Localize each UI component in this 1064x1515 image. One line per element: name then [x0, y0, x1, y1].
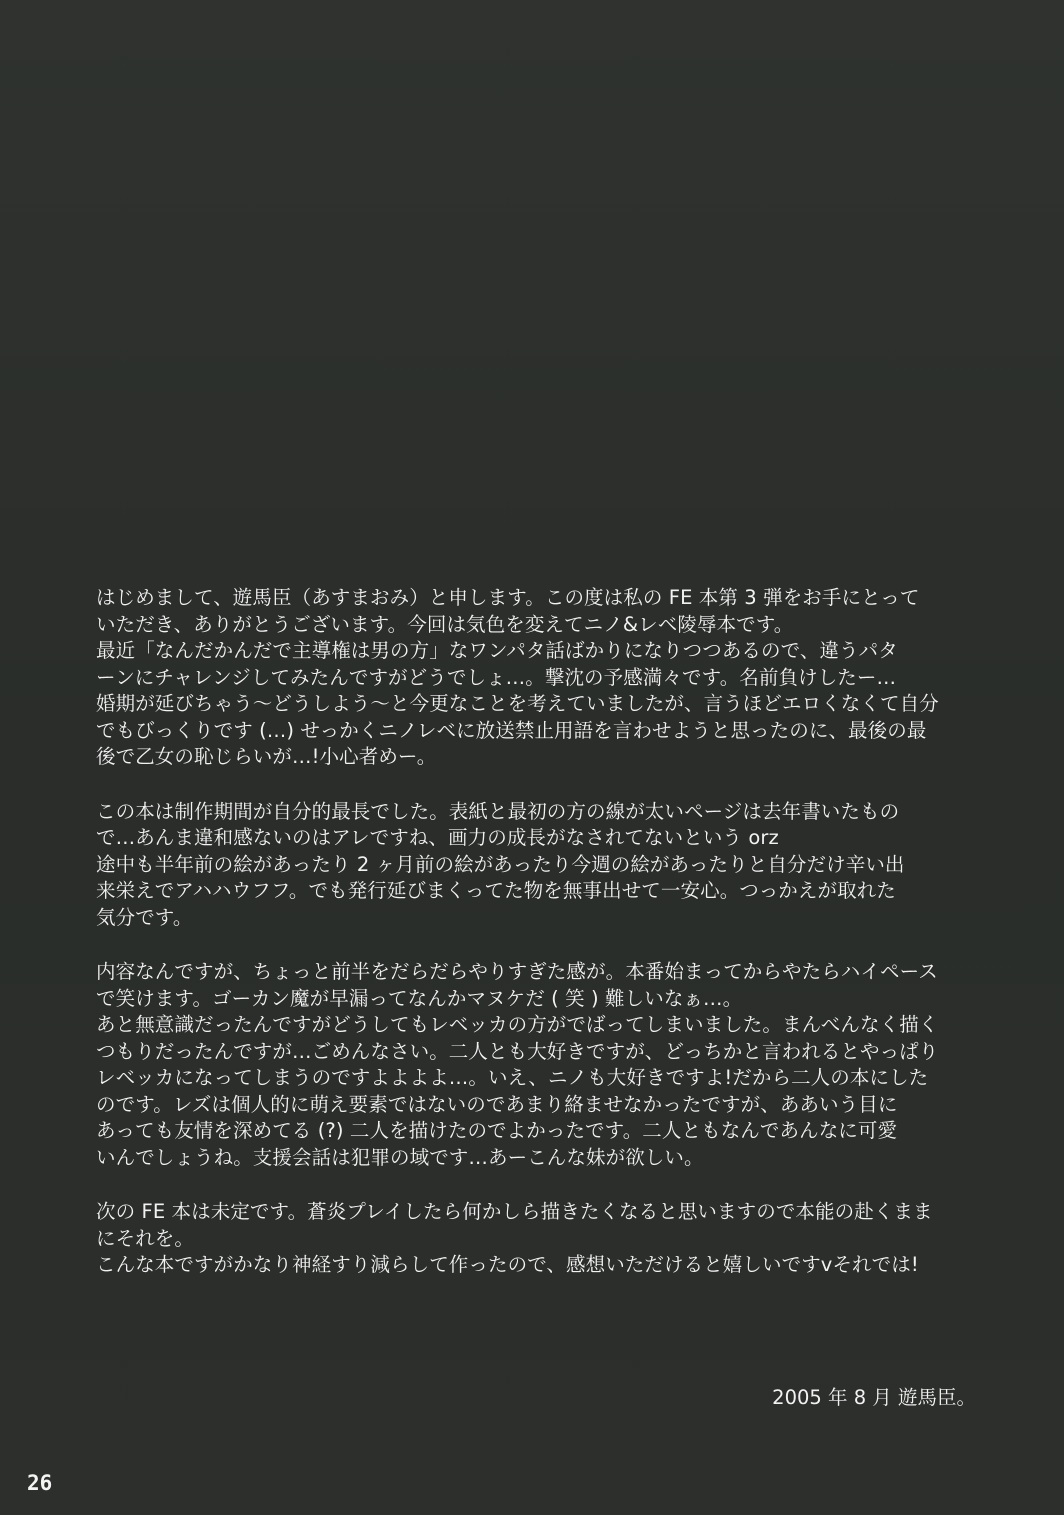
text-line: こんな本ですがかなり神経すり減らして作ったので、感想いただけると嬉しいですvそれでは!	[96, 1253, 919, 1276]
paragraph-production	[96, 799, 986, 932]
paragraph-intro	[96, 585, 986, 771]
text-line: で…あんま違和感ないのはアレですね、画力の成長がなされてないという orz	[96, 826, 779, 849]
text-line: で笑けます。ゴーカン魔が早漏ってなんかマヌケだ ( 笑 ) 難しいなぁ…。	[96, 986, 743, 1010]
text-line: あっても友情を深めてる (?) 二人を描けたのでよかったです。二人ともなんであんなに可愛	[96, 1119, 898, 1142]
text-line: 後で乙女の恥じらいが…!小心者めー。	[96, 745, 437, 768]
text-line: 最近「なんだかんだで主導権は男の方」なワンパタ話ばかりになりつつあるので、違うパタ	[96, 639, 898, 662]
text-line: 途中も半年前の絵があったり 2 ヶ月前の絵があったり今週の絵があったりと自分だけ辛い出	[96, 852, 905, 876]
text-line: のです。レズは個人的に萌え要素ではないのであまり絡ませなかったですが、ああいう目に	[96, 1092, 898, 1116]
date-signature: 2005 年 8 月 遊馬臣。	[772, 1386, 976, 1409]
text-line: いただき、ありがとうございます。今回は気色を変えてニノ&レベ陵辱本です。	[96, 612, 794, 636]
paragraph-content	[96, 959, 986, 1171]
text-line: 来栄えでアハハウフフ。でも発行延びまくってた物を無事出せて一安心。つっかえが取れた	[96, 879, 896, 902]
text-line: 婚期が延びちゃう～どうしよう～と今更なことを考えていましたが、言うほどエロくなくて自分	[96, 692, 939, 715]
text-line: にそれを。	[96, 1226, 195, 1250]
text-line: でもびっくりです (…) せっかくニノレベに放送禁止用語を言わせようと思ったのに、最後の最	[96, 718, 927, 742]
text-line: あと無意識だったんですがどうしてもレベッカの方がでばってしまいました。まんべんなく描く	[96, 1013, 939, 1036]
paragraph-next-book	[96, 1199, 986, 1279]
text-line: ーンにチャレンジしてみたんですがどうでしょ…。撃沈の予感満々です。名前負けしたー…	[96, 665, 897, 689]
text-line: 次の FE 本は未定です。蒼炎プレイしたら何かしら描きたくなると思いますので本能の赴くまま	[96, 1200, 933, 1223]
afterword-text	[96, 585, 986, 1307]
text-line: レベッカになってしまうのですよよよよ…。いえ、ニノも大好きですよ!だから二人の本にした	[96, 1066, 929, 1089]
text-line: いんでしょうね。支援会話は犯罪の域です…あーこんな妹が欲しい。	[96, 1145, 704, 1169]
text-line: この本は制作期間が自分的最長でした。表紙と最初の方の線が太いページは去年書いたもの	[96, 799, 900, 823]
text-line: はじめまして、遊馬臣（あすまおみ）と申します。この度は私の FE 本第 3 弾をお手にとって	[96, 586, 920, 609]
text-line: 気分です。	[96, 905, 193, 929]
page-number: 26	[27, 1471, 53, 1495]
text-line: 内容なんですが、ちょっと前半をだらだらやりすぎた感が。本番始まってからやたらハイペース	[96, 960, 938, 983]
text-line: つもりだったんですが…ごめんなさい。二人とも大好きですが、どっちかと言われるとやっぱり	[96, 1039, 939, 1063]
